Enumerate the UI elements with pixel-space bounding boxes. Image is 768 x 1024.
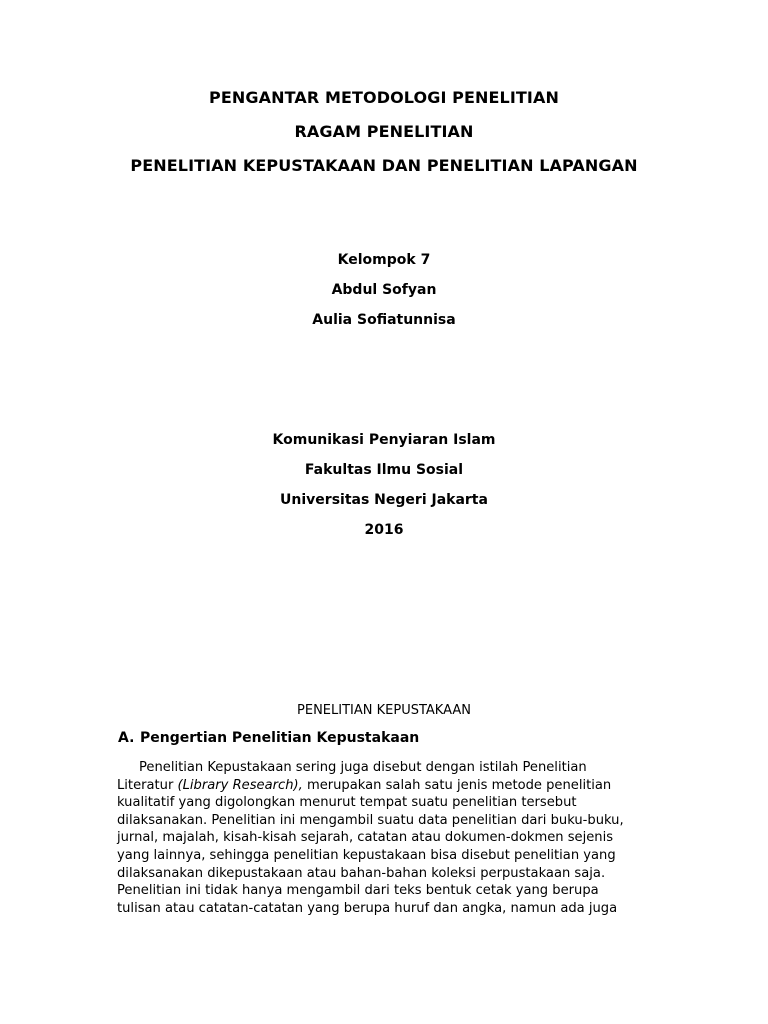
title-line-3: PENELITIAN KEPUSTAKAAN DAN PENELITIAN LAPANGAN (130, 156, 638, 175)
document-year: 2016 (364, 522, 404, 538)
library-research-term: (Library Research), (177, 777, 303, 793)
study-program: Komunikasi Penyiaran Islam (272, 432, 496, 448)
group-name: Kelompok 7 (337, 252, 431, 268)
subheading (118, 730, 419, 746)
paragraph-line: tulisan atau catatan-catatan yang berupa huruf dan angka, namun ada juga (117, 900, 618, 916)
subheading-marker: A. (118, 730, 135, 746)
paragraph-line: Penelitian ini tidak hanya mengambil dari teks bentuk cetak yang berupa (117, 883, 599, 899)
title-line-2: RAGAM PENELITIAN (294, 122, 474, 141)
paragraph-line: Literatur (Library Research), merupakan salah satu jenis metode penelitian (117, 777, 612, 793)
group-member-2: Aulia Sofiatunnisa (312, 312, 456, 328)
faculty-name: Fakultas Ilmu Sosial (304, 462, 464, 478)
paragraph-line: kualitatif yang digolongkan menurut tempat suatu penelitian tersebut (117, 795, 577, 811)
paragraph-line: dilaksanakan dikepustakaan atau bahan-bahan koleksi perpustakaan saja. (117, 865, 606, 881)
paragraph-line: yang lainnya, sehingga penelitian kepustakaan bisa disebut penelitian yang (117, 847, 616, 863)
subheading-text: Pengertian Penelitian Kepustakaan (140, 730, 420, 746)
paragraph-line: jurnal, majalah, kisah-kisah sejarah, catatan atau dokumen-dokmen sejenis (117, 830, 614, 846)
body-paragraph (117, 759, 677, 917)
title-line-1: PENGANTAR METODOLOGI PENELITIAN (209, 88, 559, 107)
paragraph-line: dilaksanakan. Penelitian ini mengambil suatu data penelitian dari buku-buku, (117, 812, 624, 828)
group-member-1: Abdul Sofyan (331, 282, 437, 298)
paragraph-line: Penelitian Kepustakaan sering juga disebut dengan istilah Penelitian (139, 760, 587, 775)
section-heading: PENELITIAN KEPUSTAKAAN (297, 703, 471, 718)
university-name: Universitas Negeri Jakarta (280, 492, 488, 508)
